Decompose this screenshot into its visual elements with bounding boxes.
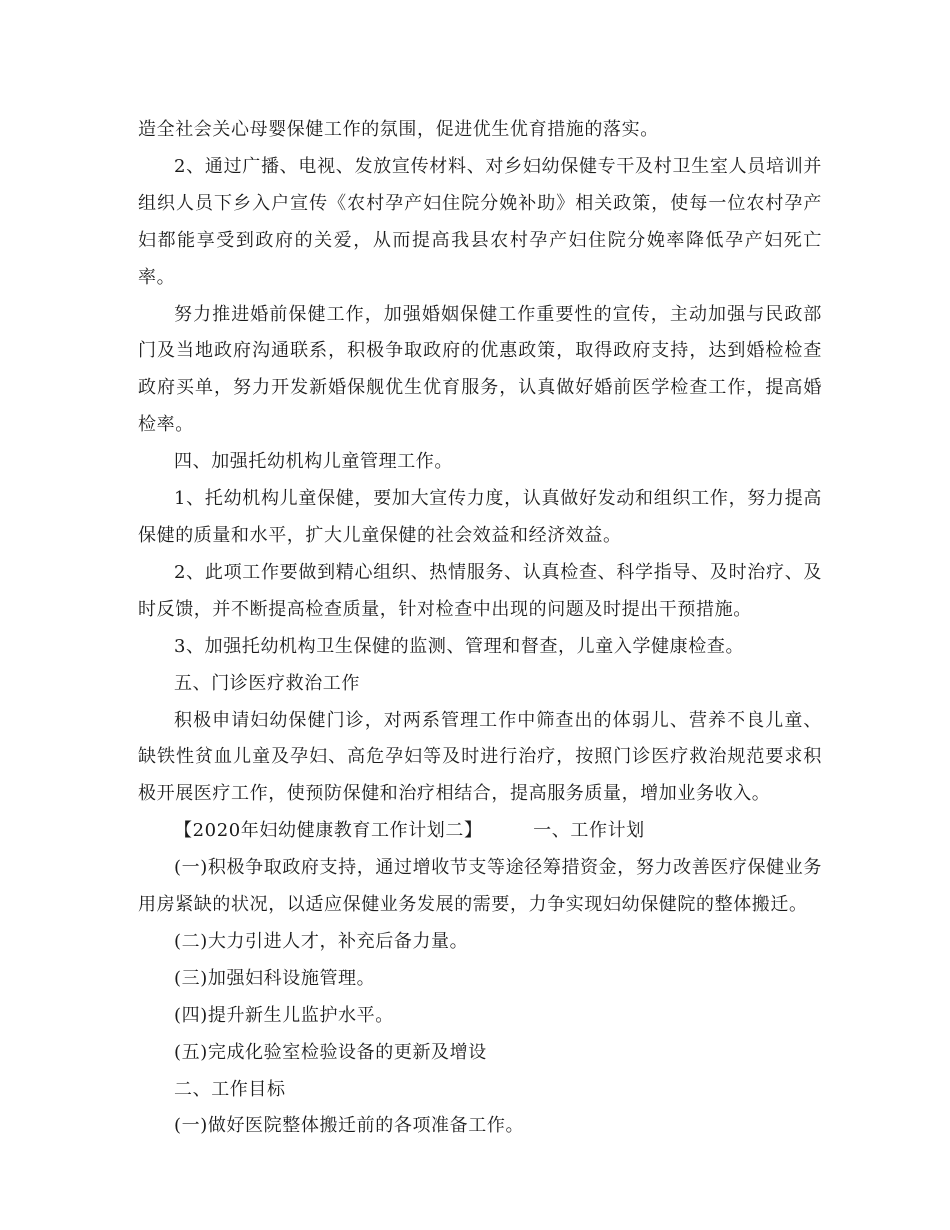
paragraph-14: (四)提升新生儿监护水平。 [174, 1004, 394, 1026]
section-heading-5: 五、门诊医疗救治工作 [174, 672, 360, 694]
section-heading-goals: 二、工作目标 [174, 1078, 286, 1100]
paragraph-15: (五)完成化验室检验设备的更新及增设 [174, 1041, 487, 1063]
paragraph-11: (一)积极争取政府支持，通过增收节支等途径筹措资金，努力改善医疗保健业务用房紧缺的状况，以适应保健业务发展的需要，力争实现妇幼保健院的整体搬迁。 [138, 857, 822, 916]
paragraph-7: 3、加强托幼机构卫生保健的监测、管理和督查，儿童入学健康检查。 [174, 635, 745, 657]
paragraph-2: 2、通过广播、电视、发放宣传材料、对乡妇幼保健专干及村卫生室人员培训并组织人员下乡入户宣传《农村孕产妇住院分娩补助》相关政策，使每一位农村孕产妇都能享受到政府的关爱，从而提高我县农村孕产妇住院分娩率降低孕产妇死亡率。 [138, 155, 822, 288]
paragraph-13: (三)加强妇科设施管理。 [174, 967, 376, 989]
paragraph-6: 2、此项工作要做到精心组织、热情服务、认真检查、科学指导、及时治疗、及时反馈，并不断提高检查质量，针对检查中出现的问题及时提出干预措施。 [138, 561, 822, 620]
plan-two-heading: 【2020年妇幼健康教育工作计划二】 一、工作计划 [174, 820, 645, 842]
paragraph-1: 造全社会关心母婴保健工作的氛围，促进优生优育措施的落实。 [138, 119, 659, 140]
section-heading-4: 四、加强托幼机构儿童管理工作。 [174, 451, 453, 473]
paragraph-5: 1、托幼机构儿童保健，要加大宣传力度，认真做好发动和组织工作，努力提高保健的质量和水平，扩大儿童保健的社会效益和经济效益。 [138, 488, 822, 546]
paragraph-9: 积极申请妇幼保健门诊，对两系管理工作中筛查出的体弱儿、营养不良儿童、缺铁性贫血儿童及孕妇、高危孕妇等及时进行治疗，按照门诊医疗救治规范要求积极开展医疗工作，使预防保健和治疗相结合，提高服务质量，增加业务收入。 [138, 709, 822, 805]
paragraph-17: (一)做好医院整体搬迁前的各项准备工作。 [174, 1115, 525, 1137]
document-page [138, 112, 822, 1145]
paragraph-12: (二)大力引进人才，补充后备力量。 [174, 930, 469, 952]
paragraph-3: 努力推进婚前保健工作，加强婚姻保健工作重要性的宣传，主动加强与民政部门及当地政府沟通联系，积极争取政府的优惠政策，取得政府支持，达到婚检检查政府买单，努力开发新婚保舰优生优育服务，认真做好婚前医学检查工作，提高婚检率。 [138, 303, 822, 436]
